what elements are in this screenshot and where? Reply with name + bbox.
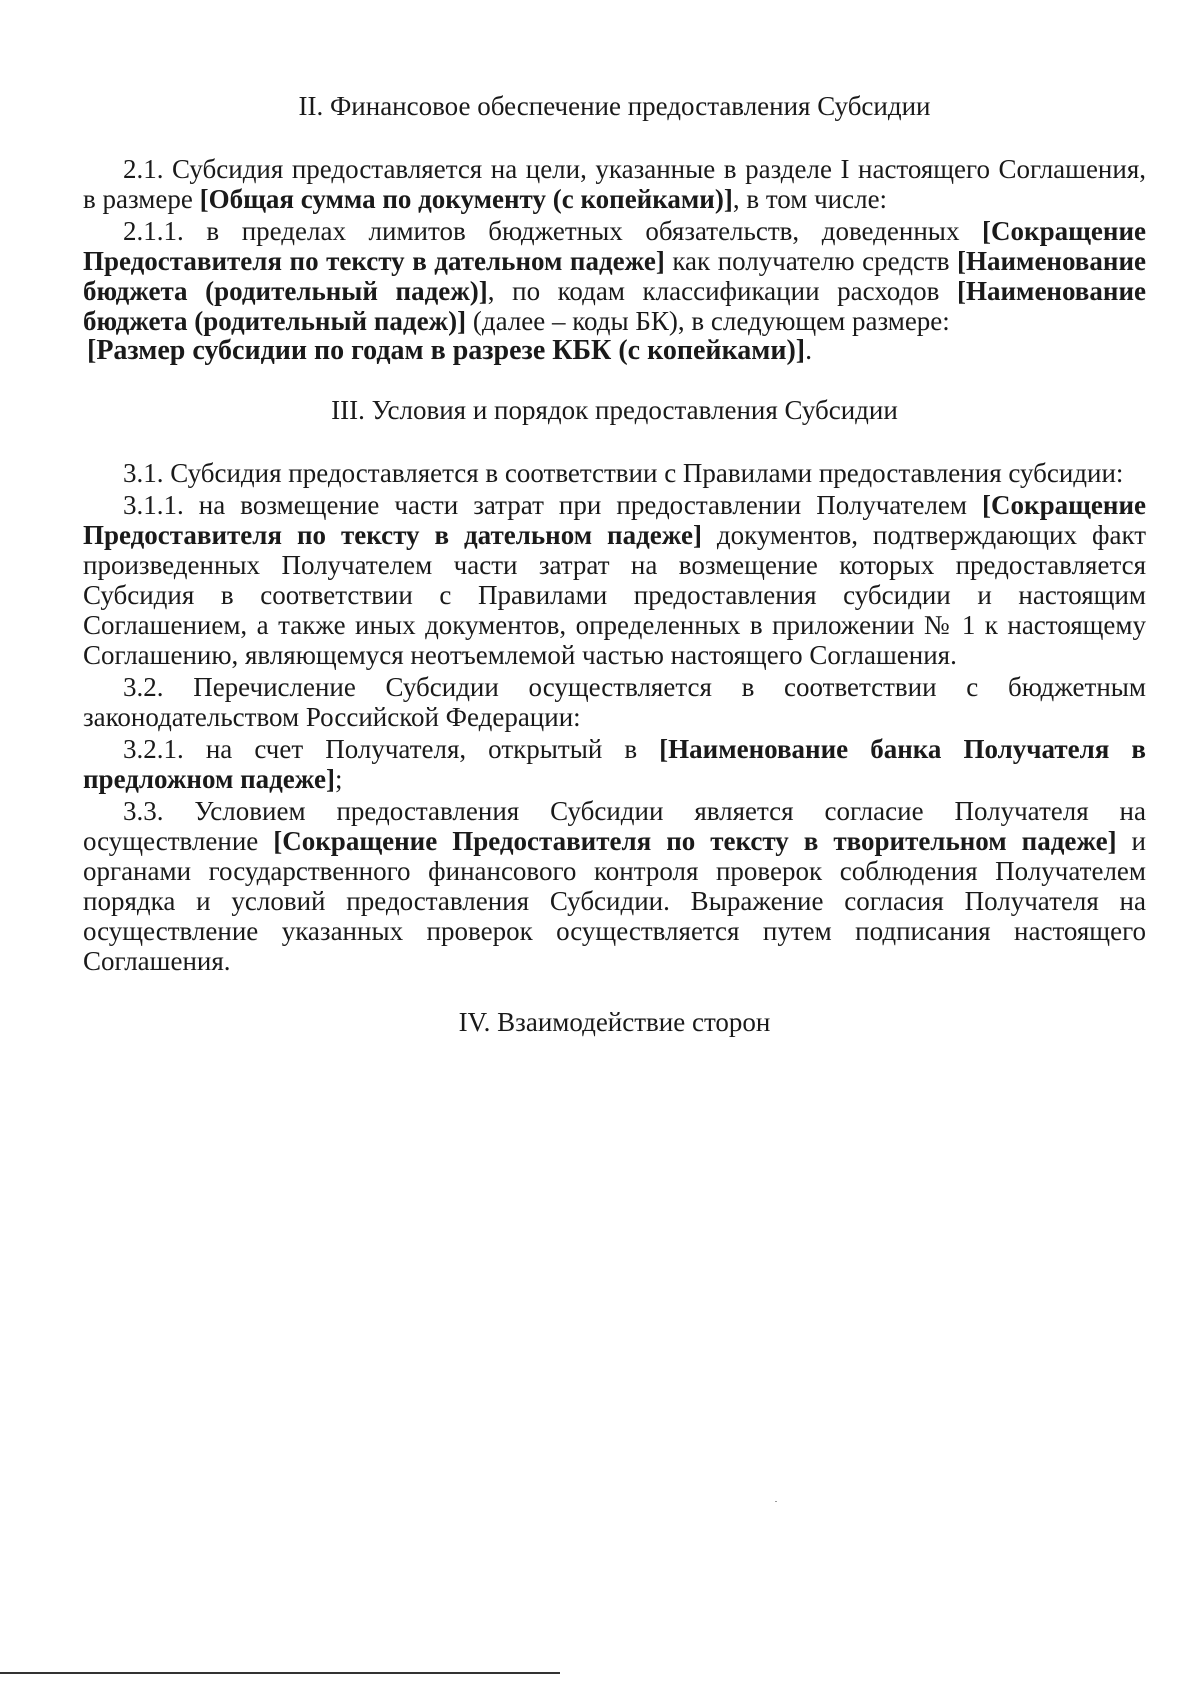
- clause-3-1-1-text-2: документов, подтверждающих факт произведенных Получателем части затрат на возмещение которых предоставляется Субсидия в соответствии с Правилами предоставления субсидии и настоящим Соглашением, а также иных документов, определенных в приложении № 1 к настоящему Соглашению, являющемуся неотъемлемой частью настоящего Соглашения.: [83, 520, 1147, 670]
- placeholder-provider-dative: [Сокращение Предоставителя по тексту в дательном падеже]: [83, 216, 1146, 276]
- placeholder-budget-name-1: [Наименование бюджета (родительный падеж)]: [83, 246, 1146, 306]
- document-body: [83, 86, 1146, 1042]
- placeholder-subsidy-by-year: [Размер субсидии по годам в разрезе КБК (с копейками)]: [87, 335, 806, 366]
- footnote-divider: [0, 1672, 560, 1674]
- clause-2-1: [83, 154, 1146, 214]
- clause-3-3-text: 3.3. Условием предоставления Субсидии является согласие Получателя на осуществление: [83, 796, 1146, 856]
- placeholder-total-amount: [Общая сумма по документу (с копейками)]: [199, 184, 733, 214]
- placeholder-budget-name-2: [Наименование бюджета (родительный падеж)]: [83, 276, 1146, 336]
- placeholder-provider-instrumental: [Сокращение Предоставителя по тексту в творительном падеже]: [273, 826, 1117, 856]
- clause-2-1-text: 2.1. Субсидия предоставляется на цели, указанные в разделе I настоящего Соглашения, в размере: [83, 154, 1146, 214]
- section-4-heading: IV. Взаимодействие сторон: [458, 1007, 771, 1037]
- clause-3-3: [83, 796, 1146, 976]
- placeholder-bank-name: [Наименование банка Получателя в предложном падеже]: [83, 734, 1146, 794]
- placeholder-provider-dative-2: [Сокращение Предоставителя по тексту в дательном падеже]: [83, 490, 1146, 550]
- clause-3-1: 3.1. Субсидия предоставляется в соответствии с Правилами предоставления субсидии:: [123, 458, 1124, 488]
- subsidy-amount-period: .: [805, 335, 813, 366]
- clause-2-1-1-text-4: (далее – коды БК), в следующем размере:: [466, 306, 950, 336]
- subsidy-amount-line: [83, 336, 1146, 366]
- clause-3-1-1-text: 3.1.1. на возмещение части затрат при предоставлении Получателем: [123, 490, 983, 520]
- clause-3-3-text-2: и органами государственного финансового контроля проверок соблюдения Получателем порядка и условий предоставления Субсидии. Выражение согласия Получателя на осуществление указанных проверок осуществляется путем подписания настоящего Соглашения.: [83, 826, 1147, 976]
- clause-3-1-1: [83, 490, 1146, 670]
- section-2-heading: II. Финансовое обеспечение предоставления Субсидии: [298, 91, 931, 121]
- clause-3-2-1: [83, 734, 1146, 794]
- clause-2-1-1-text: 2.1.1. в пределах лимитов бюджетных обязательств, доведенных: [123, 216, 983, 246]
- clause-2-1-text-end: , в том числе:: [732, 184, 888, 214]
- clause-2-1-1: [83, 216, 1146, 336]
- clause-3-2: 3.2. Перечисление Субсидии осуществляется в соответствии с бюджетным законодательством Российской Федерации:: [83, 672, 1146, 732]
- clause-3-2-1-text: 3.2.1. на счет Получателя, открытый в: [123, 734, 660, 764]
- scan-speck: [775, 1501, 777, 1502]
- clause-2-1-1-text-2: как получателю средств: [664, 246, 957, 276]
- section-3-heading: III. Условия и порядок предоставления Субсидии: [331, 395, 898, 425]
- clause-3-2-1-end: ;: [335, 764, 343, 794]
- clause-2-1-1-text-3: , по кодам классификации расходов: [487, 276, 957, 306]
